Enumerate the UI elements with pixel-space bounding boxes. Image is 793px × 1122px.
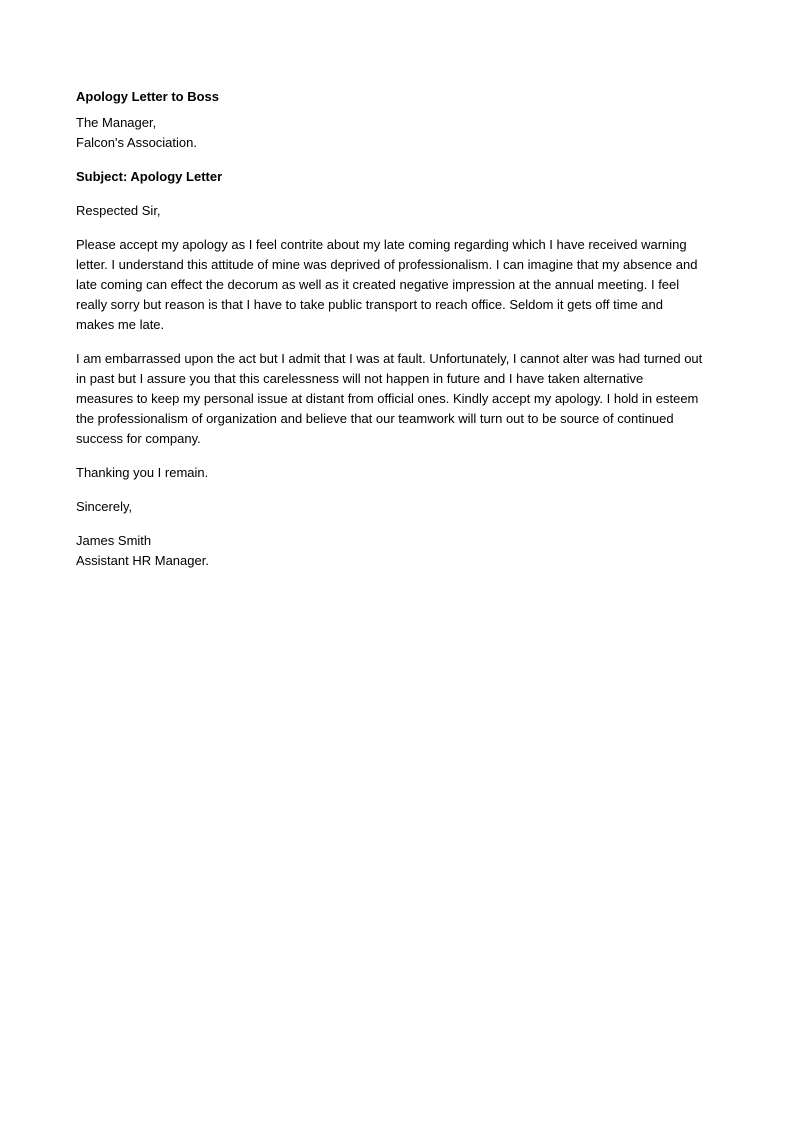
recipient-address [76,113,726,153]
salutation-text: Respected Sir, [76,203,161,218]
signature-name: James Smith [76,533,152,548]
recipient-line-2: Falcon's Association. [76,135,197,150]
paragraph-line: I am embarrassed upon the act but I admit that I was at fault. Unfortunately, I cannot alter was had turned out [76,351,703,366]
sign-off [76,497,726,517]
signature-position: Assistant HR Manager. [76,553,209,568]
paragraph-2 [76,349,726,449]
subject-line: Subject: Apology Letter [76,169,223,184]
signature-block [76,531,726,571]
document-title: Apology Letter to Boss [76,89,220,104]
closing-remark [76,463,726,483]
paragraph-line: makes me late. [76,317,165,332]
sign-off-text: Sincerely, [76,499,133,514]
recipient-line-1: The Manager, [76,115,157,130]
paragraph-line: letter. I understand this attitude of mine was deprived of professionalism. I can imagine that my absence and [76,257,698,272]
paragraph-line: measures to keep my personal issue at distant from official ones. Kindly accept my apology. I hold in esteem [76,391,699,406]
paragraph-line: success for company. [76,431,201,446]
letter-page [76,87,726,585]
salutation [76,201,726,221]
closing-remark-text: Thanking you I remain. [76,465,209,480]
paragraph-line: in past but I assure you that this carelessness will not happen in future and I have taken alternative [76,371,644,386]
paragraph-line: the professionalism of organization and believe that our teamwork will turn out to be source of continued [76,411,674,426]
paragraph-1 [76,235,726,335]
paragraph-line: Please accept my apology as I feel contrite about my late coming regarding which I have received warning [76,237,687,252]
paragraph-line: late coming can effect the decorum as well as it created negative impression at the annual meeting. I feel [76,277,680,292]
paragraph-line: really sorry but reason is that I have to take public transport to reach office. Seldom it gets off time and [76,297,663,312]
